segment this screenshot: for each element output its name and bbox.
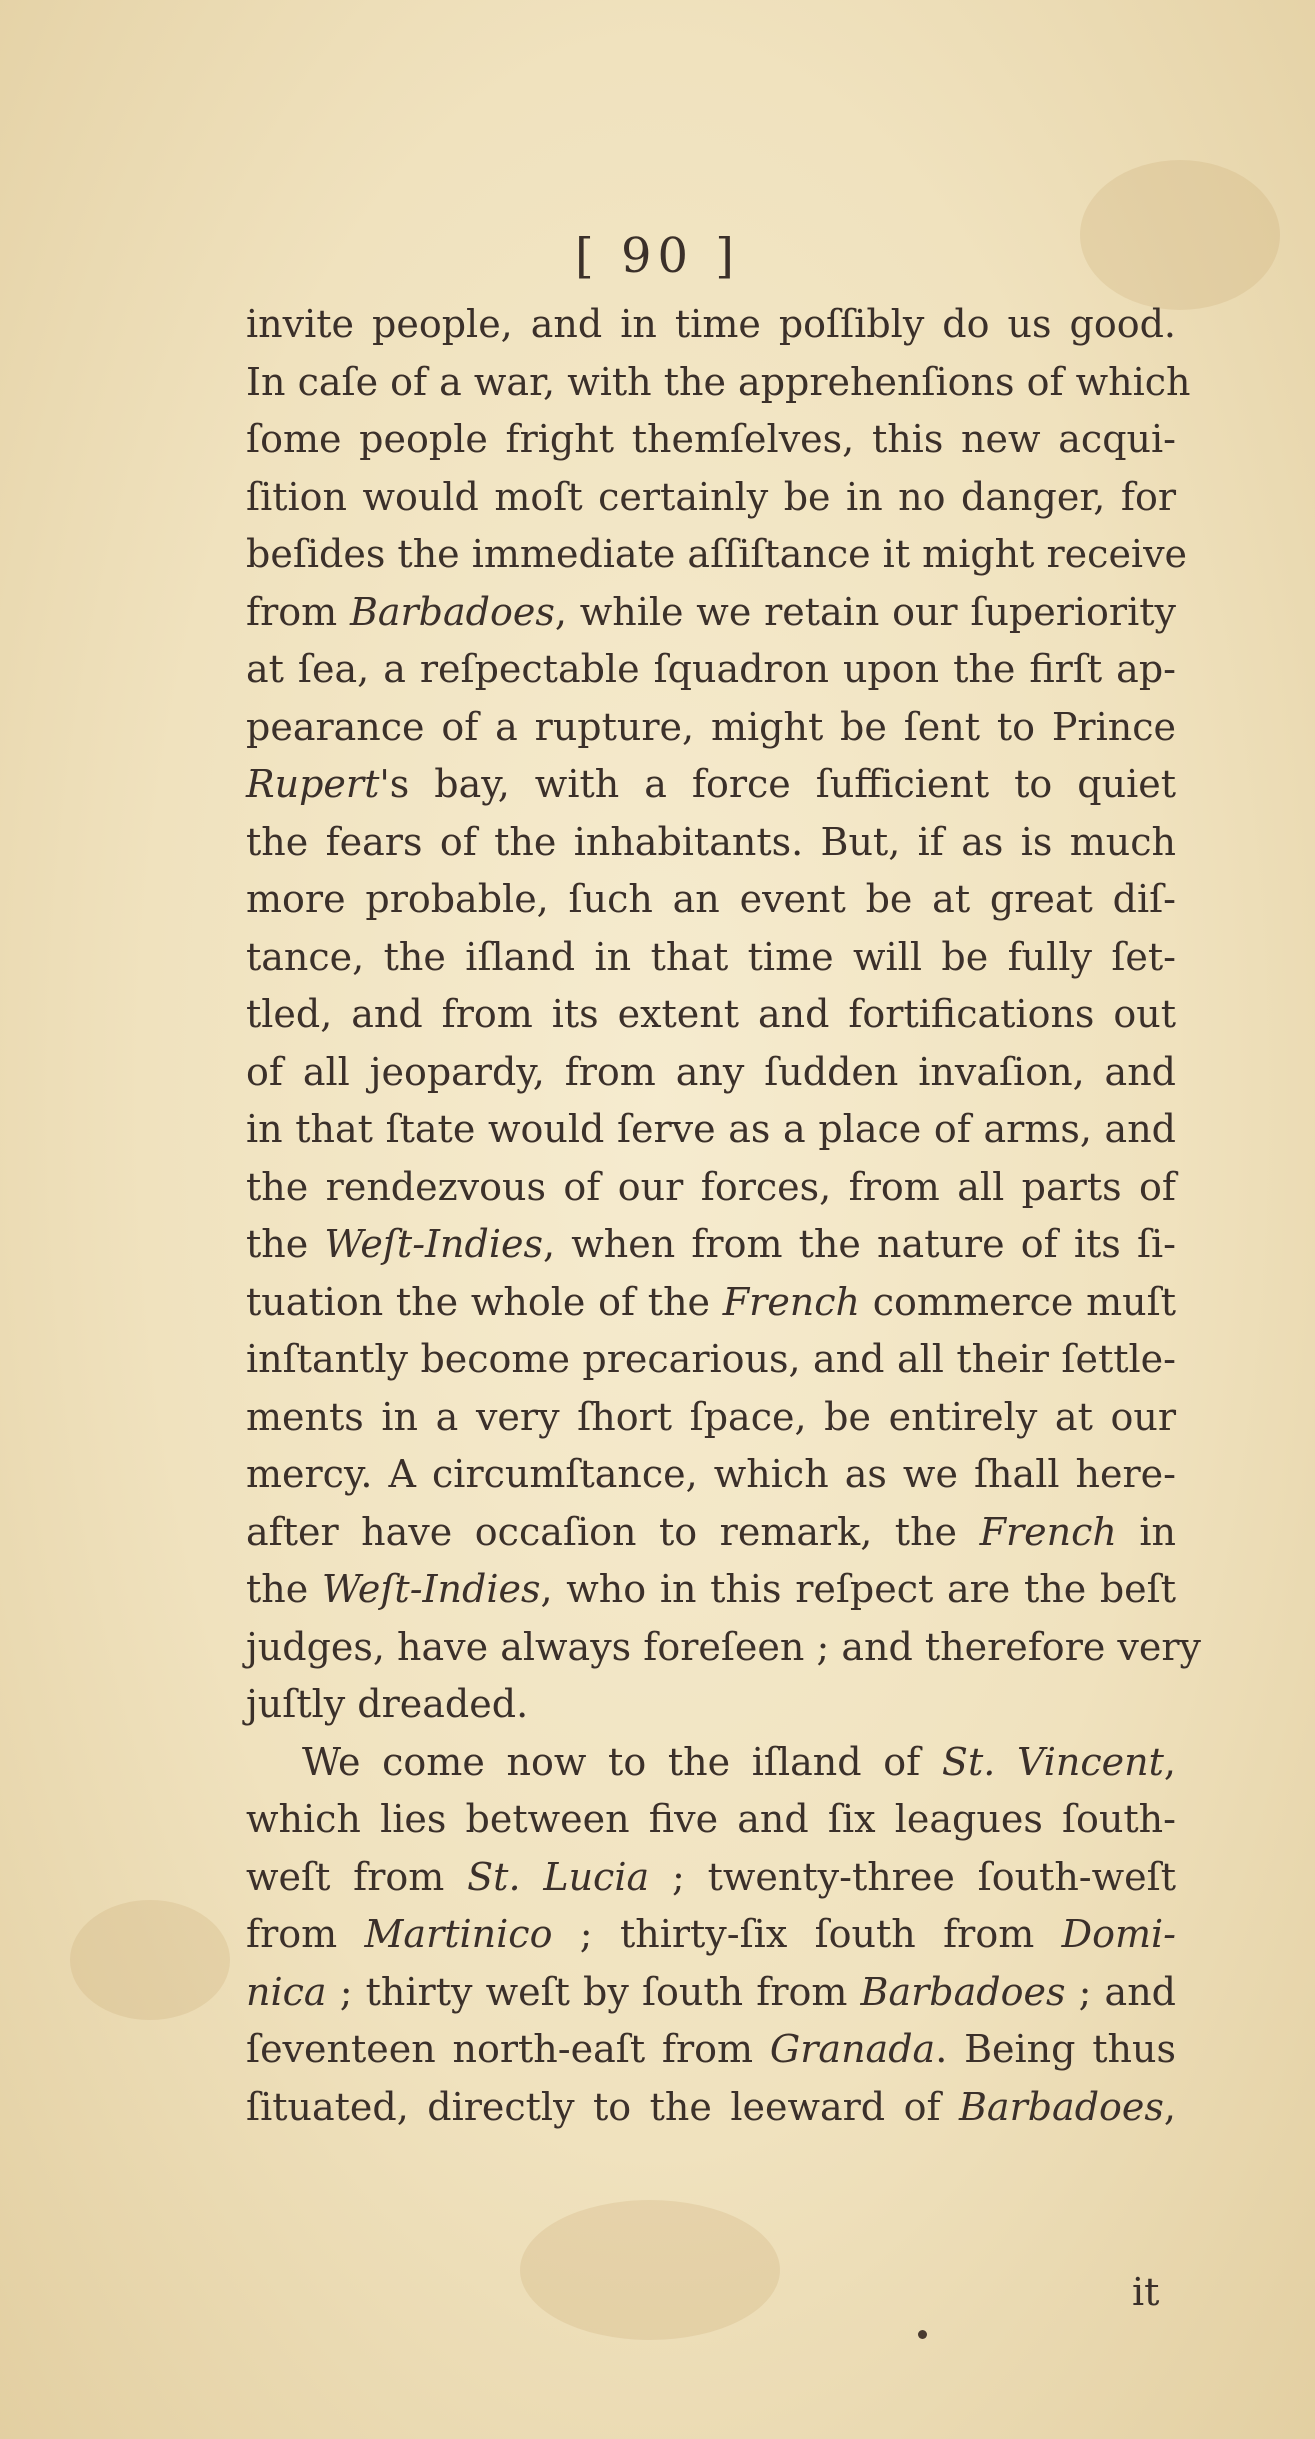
text-run: , who in this reſpect are the beſt (540, 1567, 1177, 1611)
text-run: in that ſtate would ſerve as a place of arms, and (246, 1107, 1176, 1151)
italic-text: Martinico (364, 1912, 553, 1956)
text-run: juſtly dreaded. (246, 1682, 529, 1726)
italic-text: Barbadoes (958, 2084, 1164, 2129)
text-line (246, 641, 1176, 699)
text-run: judges, have always foreſeen ; and therefore very (246, 1624, 1202, 1669)
italic-text: Barbadoes (860, 1969, 1066, 2014)
italic-text: Barbadoes (349, 589, 555, 634)
body-text (246, 296, 1202, 2136)
text-line (246, 2021, 1176, 2079)
text-run: at ſea, a reſpectable ſquadron upon the firſt ap- (246, 647, 1176, 691)
text-run: pearance of a rupture, might be ſent to Prince (246, 704, 1176, 749)
text-line (246, 986, 1176, 1044)
text-run: ſition would moſt certainly be in no danger, for (246, 474, 1176, 519)
text-line (246, 814, 1176, 872)
text-line (246, 1619, 1202, 1677)
text-run: ; thirty weſt by ſouth from (326, 1969, 861, 2014)
text-run: 's bay, with a force ſufficient to quiet (379, 762, 1176, 806)
text-line (246, 2079, 1176, 2137)
text-line (246, 584, 1176, 642)
text-run: tance, the iſland in that time will be fully ſet- (246, 934, 1176, 979)
text-line (246, 1504, 1176, 1562)
text-run: ; and (1065, 1969, 1176, 2014)
text-run: commerce muſt (860, 1279, 1176, 1324)
text-line (246, 1906, 1176, 1964)
text-line (246, 1044, 1176, 1102)
text-run: , (1163, 2084, 1176, 2129)
text-line (246, 1734, 1176, 1792)
text-run: beſides the immediate aſſiſtance it might receive (246, 532, 1188, 576)
text-run: weſt from (246, 1854, 468, 1899)
text-run: the rendezvous of our forces, from all parts of (246, 1164, 1176, 1209)
text-line (246, 1561, 1176, 1619)
text-run: ſeventeen north-eaſt from (246, 2027, 770, 2071)
text-run: . Being thus (935, 2027, 1176, 2071)
text-run: mercy. A circumſtance, which as we ſhall here- (246, 1452, 1176, 1496)
italic-text: nica (246, 1969, 327, 2014)
text-run: from (246, 1912, 365, 1956)
text-run: of all jeopardy, from any ſudden invaſion, and (246, 1049, 1176, 1094)
text-line (246, 1331, 1176, 1389)
text-line (246, 526, 1188, 584)
italic-text: St. Vincent (941, 1739, 1164, 1784)
text-run: the (246, 1567, 322, 1611)
italic-text: St. Lucia (467, 1854, 650, 1899)
text-line (246, 1676, 1176, 1734)
text-line (246, 1446, 1176, 1504)
text-run: ſome people fright themſelves, this new acqui- (246, 417, 1176, 461)
text-line (246, 1964, 1176, 2022)
italic-text: Domi- (1061, 1912, 1176, 1956)
text-line (246, 1159, 1176, 1217)
italic-text: Weſt-Indies (321, 1567, 541, 1611)
text-run: , when from the nature of its ſi- (542, 1222, 1177, 1266)
text-line (246, 1389, 1176, 1447)
text-run: ments in a very ſhort ſpace, be entirely at our (246, 1394, 1176, 1439)
text-line (246, 1274, 1176, 1332)
text-line (246, 1101, 1176, 1159)
text-run: ; thirty-ſix ſouth from (552, 1912, 1062, 1956)
text-line (246, 871, 1176, 929)
text-line (246, 469, 1176, 527)
text-line (246, 296, 1176, 354)
text-line (246, 1849, 1176, 1907)
text-line (246, 756, 1176, 814)
text-line (246, 354, 1191, 412)
italic-text: Weſt-Indies (324, 1222, 543, 1266)
text-run: after have occaſion to remark, the (246, 1509, 980, 1554)
text-run: the (246, 1222, 325, 1266)
text-line (246, 929, 1176, 987)
text-run: the fears of the inhabitants. But, if as is much (246, 819, 1176, 864)
text-run: ; twenty-three ſouth-weſt (649, 1854, 1176, 1899)
text-run: which lies between five and ſix leagues ſouth- (246, 1797, 1176, 1841)
text-run: In caſe of a war, with the apprehenſions of which (246, 359, 1191, 404)
paper-stain (520, 2200, 780, 2340)
text-line (246, 411, 1176, 469)
text-run: , while we retain our ſuperiority (554, 589, 1176, 634)
text-run: invite people, and in time poſſibly do us good. (246, 302, 1176, 346)
text-run: from (246, 589, 350, 634)
text-run: , (1163, 1739, 1176, 1784)
text-run: more probable, ſuch an event be at great diſ- (246, 877, 1176, 921)
text-line (246, 1791, 1176, 1849)
text-run: We come now to the iſland of (302, 1739, 942, 1784)
text-run: in (1116, 1509, 1176, 1554)
italic-text: Rupert (246, 762, 380, 806)
text-run: inſtantly become precarious, and all their ſettle- (246, 1337, 1176, 1381)
catchword: it (1132, 2270, 1160, 2314)
text-line (246, 1216, 1176, 1274)
text-run: tuation the whole of the (246, 1279, 723, 1324)
paper-stain (70, 1900, 230, 2020)
page-number: [ 90 ] (574, 228, 741, 284)
text-line (246, 699, 1176, 757)
italic-text: Granada (769, 2027, 936, 2071)
text-run: ſituated, directly to the leeward of (246, 2084, 959, 2129)
decorative-dot (918, 2330, 927, 2339)
text-run: tled, and from its extent and fortifications out (246, 992, 1176, 1036)
italic-text: French (722, 1279, 861, 1324)
italic-text: French (979, 1509, 1117, 1554)
